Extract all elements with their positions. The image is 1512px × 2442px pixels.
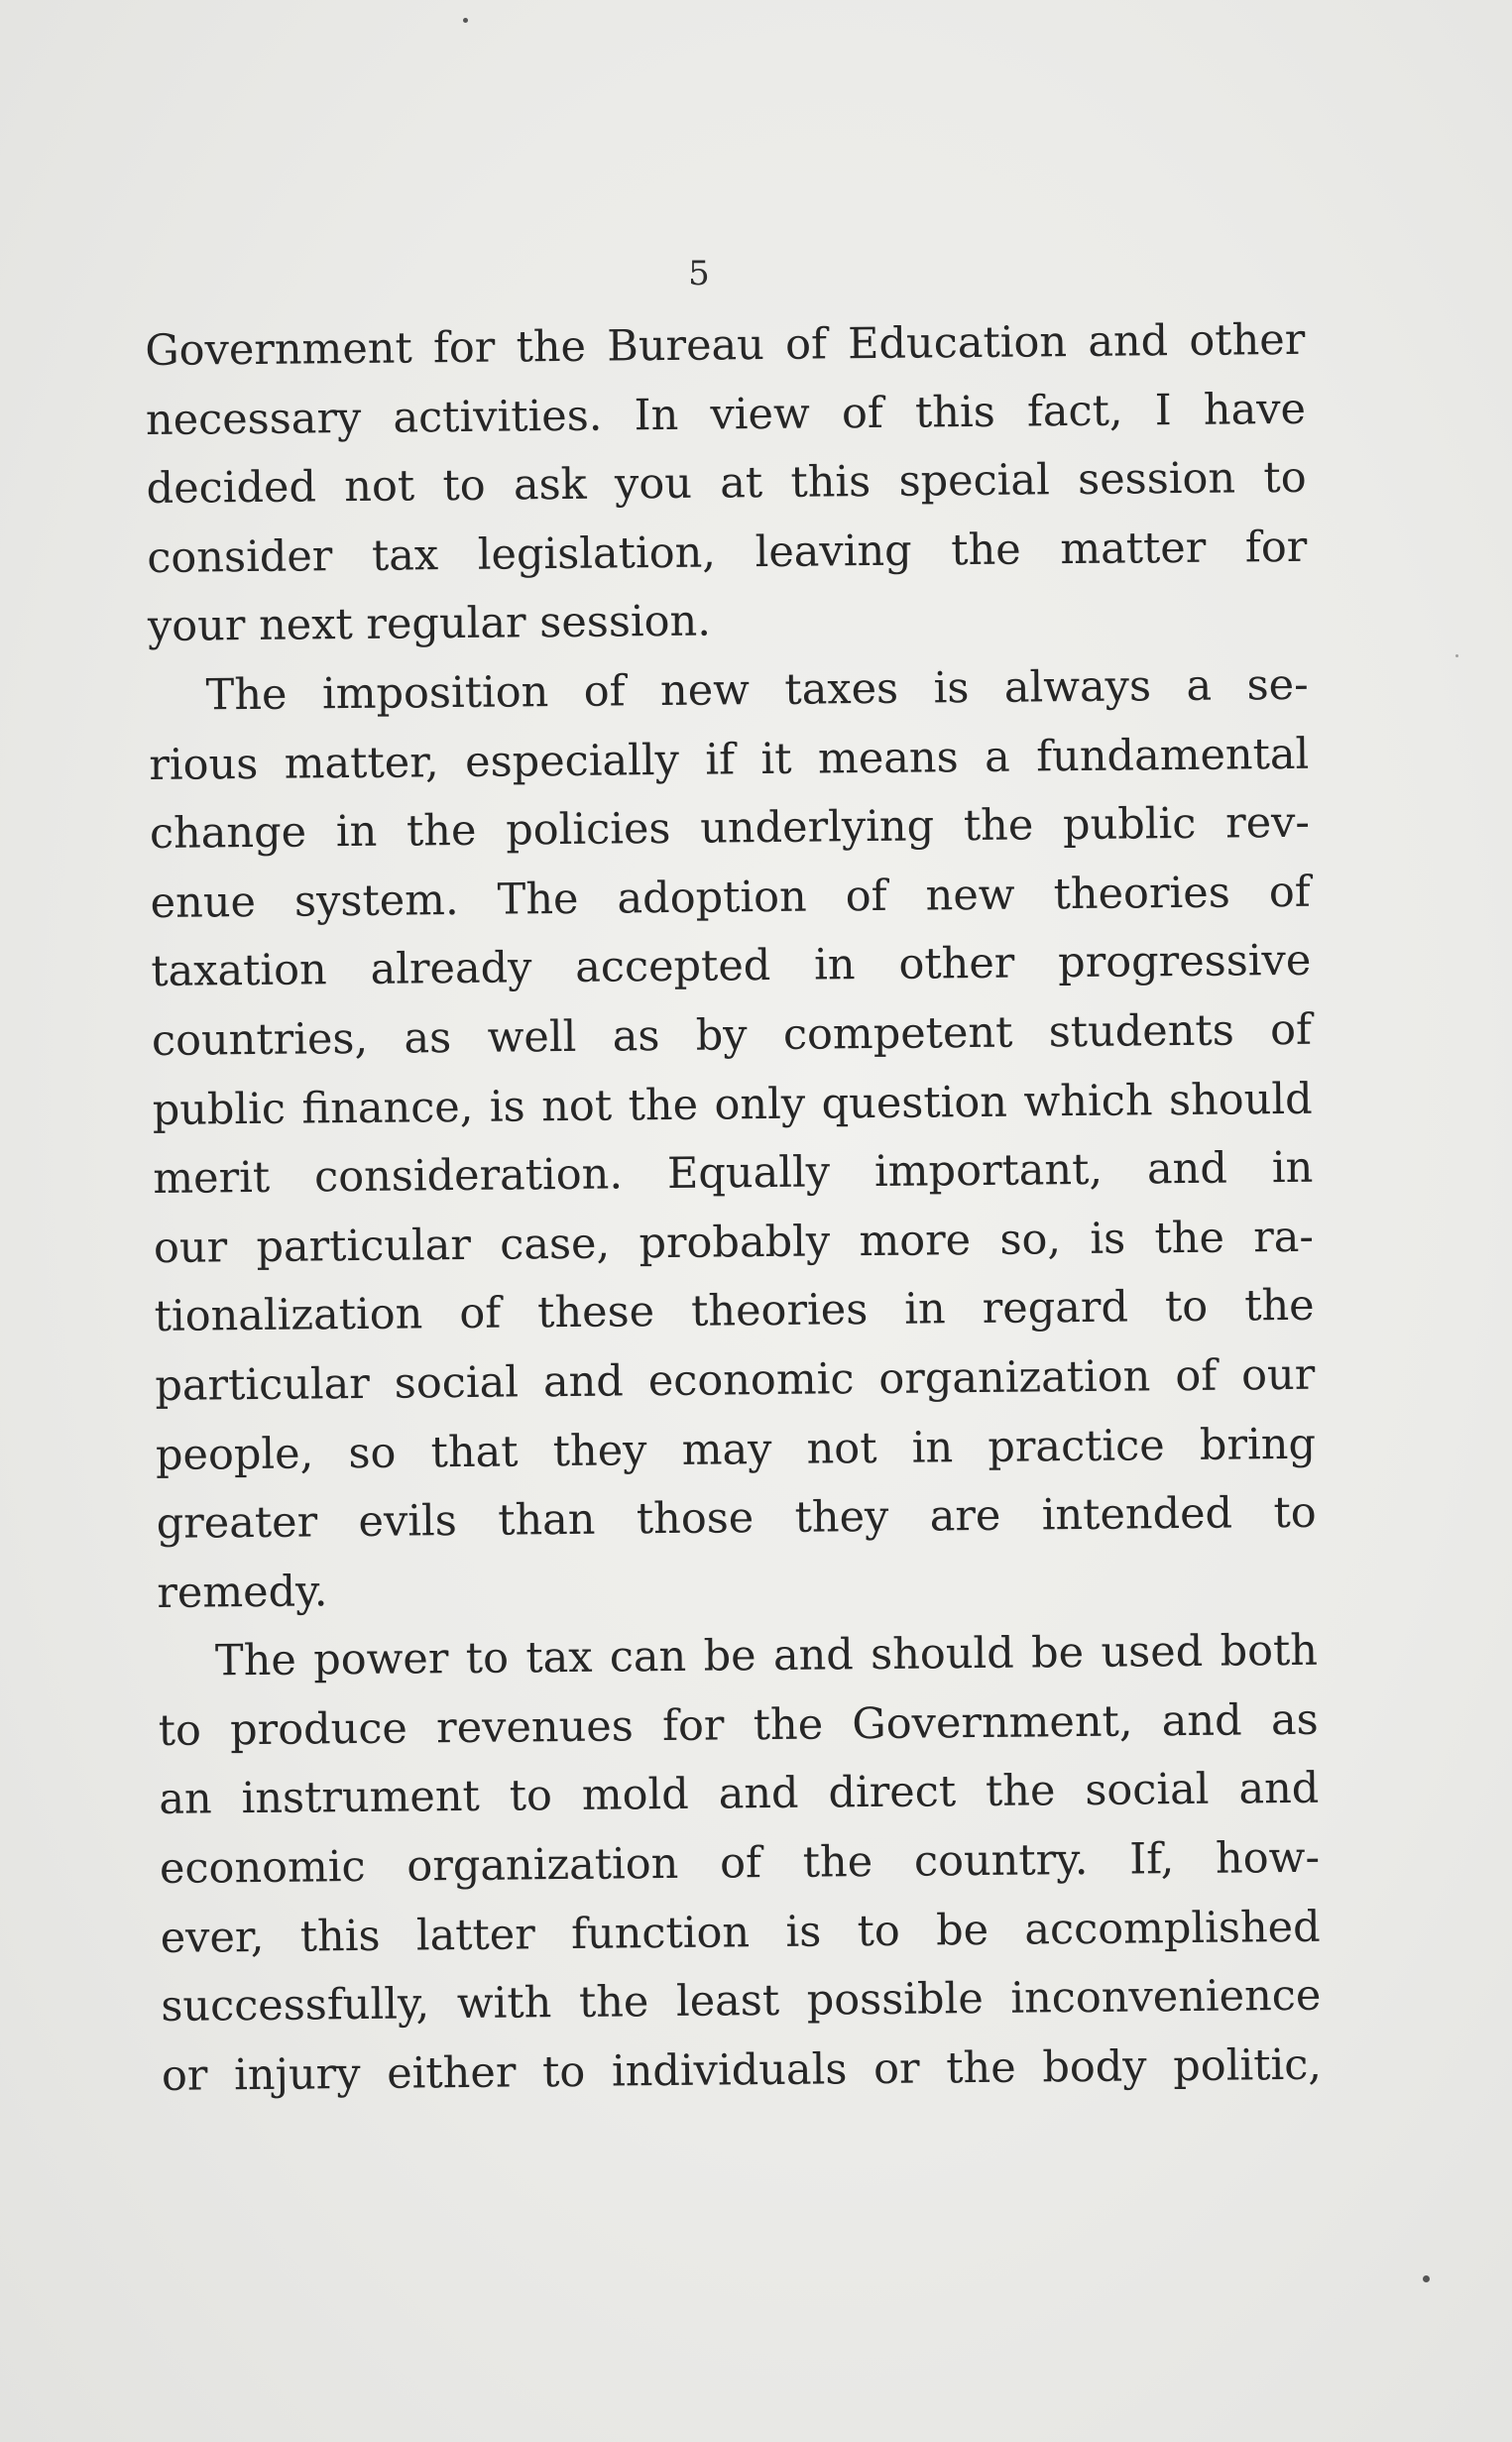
text-line: ever, this latter function is to be accomplished — [160, 1902, 1321, 1963]
page-number: 5 — [688, 254, 710, 293]
text-line: your next regular session. — [147, 596, 712, 652]
text-line: enue system. The adoption of new theories of — [150, 867, 1311, 928]
text-line: The power to tax can be and should be used both — [214, 1625, 1319, 1686]
paragraph-1 — [145, 306, 1308, 662]
text-line: public finance, is not the only question which should — [152, 1074, 1313, 1135]
text-line: to produce revenues for the Government, and as — [158, 1694, 1319, 1756]
text-line: or injury either to individuals or the body politic, — [161, 2039, 1323, 2101]
text-line: our particular case, probably more so, is the ra- — [153, 1212, 1315, 1273]
text-line: rious matter, especially if it means a fundamental — [149, 729, 1310, 790]
text-line: tionalization of these theories in regard to the — [154, 1281, 1315, 1342]
text-line: successfully, with the least possible inconvenience — [161, 1970, 1322, 2033]
text-line: particular social and economic organization of our — [155, 1349, 1316, 1411]
scan-speck — [463, 18, 468, 23]
scan-speck — [1423, 2275, 1430, 2282]
body-text — [145, 306, 1322, 2112]
paragraph-2 — [148, 651, 1317, 1628]
text-line: countries, as well as by competent students of — [151, 1004, 1313, 1066]
text-line: an instrument to mold and direct the social and — [159, 1764, 1320, 1825]
text-line: decided not to ask you at this special session to — [146, 452, 1307, 515]
text-line: necessary activities. In view of this fact, I have — [145, 384, 1307, 445]
text-line: change in the policies underlying the public rev- — [149, 797, 1311, 860]
paragraph-3 — [158, 1617, 1323, 2111]
text-line: people, so that they may not in practice bring — [155, 1419, 1317, 1480]
text-line: economic organization of the country. If, how- — [159, 1832, 1321, 1894]
text-line: Government for the Bureau of Education and other — [145, 314, 1306, 376]
text-line: consider tax legislation, leaving the matter for — [147, 522, 1308, 583]
text-line: merit consideration. Equally important, and in — [153, 1142, 1314, 1205]
scan-speck — [1455, 654, 1458, 657]
text-line: greater evils than those they are intended to — [156, 1487, 1317, 1550]
text-line: remedy. — [157, 1566, 328, 1618]
text-line: The imposition of new taxes is always a se- — [205, 659, 1309, 721]
text-line: taxation already accepted in other progressive — [151, 936, 1312, 997]
